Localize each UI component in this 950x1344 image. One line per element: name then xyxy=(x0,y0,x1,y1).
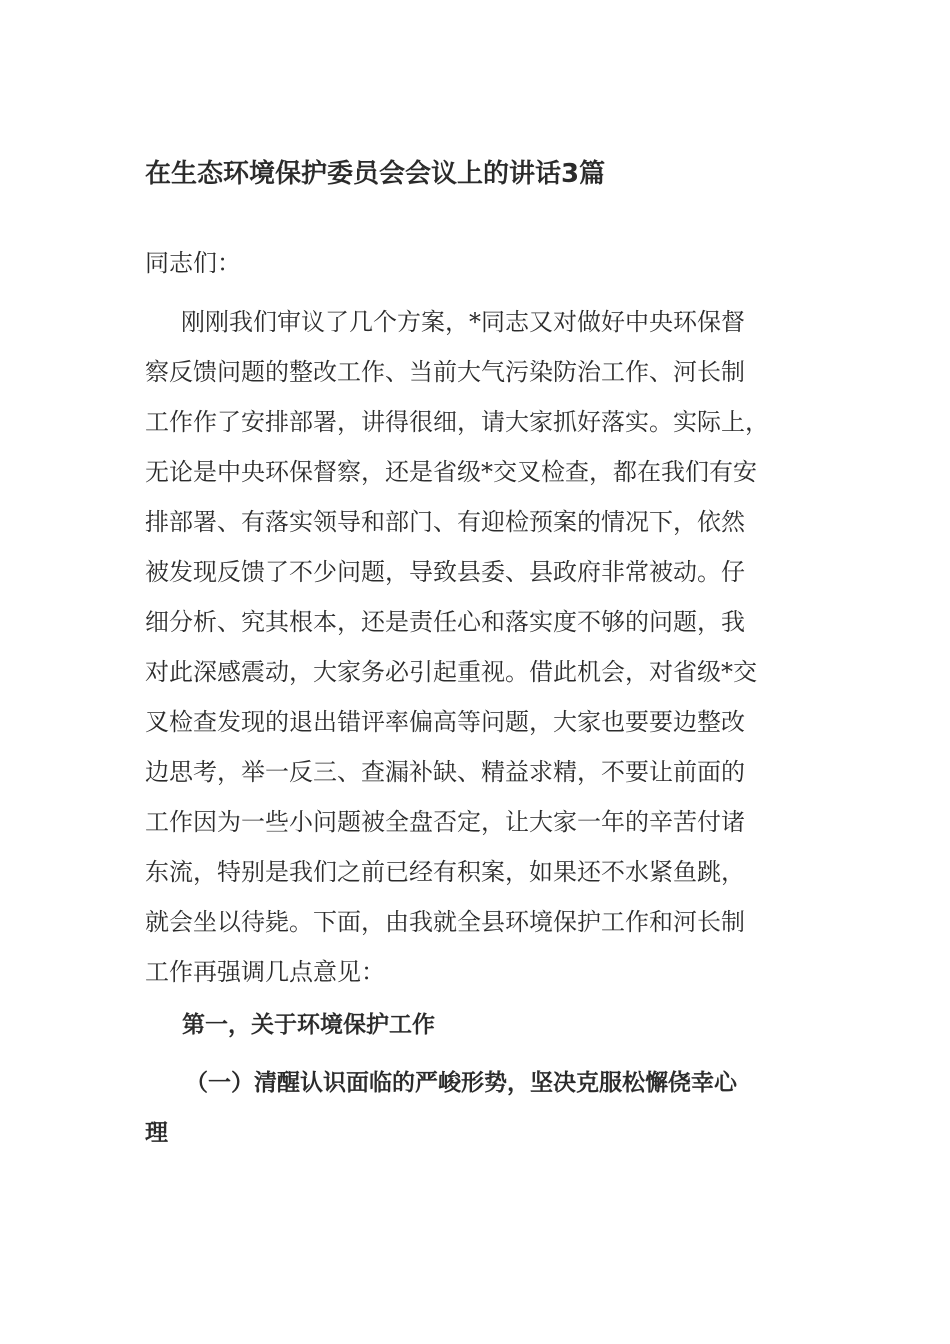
paragraph-line: 被发现反馈了不少问题，导致县委、县政府非常被动。仔 xyxy=(145,558,745,586)
section-heading: 第一，关于环境保护工作 xyxy=(182,1012,435,1038)
paragraph-line: 无论是中央环保督察，还是省级*交叉检查，都在我们有安 xyxy=(145,458,757,486)
subheading-line: 理 xyxy=(145,1120,168,1146)
body-paragraph xyxy=(145,297,805,997)
document-title: 在生态环境保护委员会会议上的讲话3篇 xyxy=(145,159,606,189)
paragraph-line: 工作再强调几点意见： xyxy=(145,958,385,986)
paragraph-line: 就会坐以待毙。下面，由我就全县环境保护工作和河长制 xyxy=(145,908,745,936)
salutation: 同志们： xyxy=(145,249,241,277)
paragraph-line: 察反馈问题的整改工作、当前大气污染防治工作、河长制 xyxy=(145,358,745,386)
paragraph-line: 对此深感震动，大家务必引起重视。借此机会，对省级*交 xyxy=(145,658,757,686)
paragraph-line: 东流，特别是我们之前已经有积案，如果还不水紧鱼跳， xyxy=(145,858,745,886)
paragraph-line: 排部署、有落实领导和部门、有迎检预案的情况下，依然 xyxy=(145,508,745,536)
subsection-heading xyxy=(145,1058,805,1158)
paragraph-line: 叉检查发现的退出错评率偏高等问题，大家也要要边整改 xyxy=(145,708,745,736)
paragraph-line: 细分析、究其根本，还是责任心和落实度不够的问题，我 xyxy=(145,608,745,636)
paragraph-line: 边思考，举一反三、查漏补缺、精益求精，不要让前面的 xyxy=(145,758,745,786)
paragraph-line: 工作作了安排部署，讲得很细，请大家抓好落实。实际上， xyxy=(145,408,769,436)
subheading-line: （一）清醒认识面临的严峻形势，坚决克服松懈侥幸心 xyxy=(185,1070,737,1096)
paragraph-line: 工作因为一些小问题被全盘否定，让大家一年的辛苦付诸 xyxy=(145,808,745,836)
paragraph-line: 刚刚我们审议了几个方案，*同志又对做好中央环保督 xyxy=(181,308,745,336)
